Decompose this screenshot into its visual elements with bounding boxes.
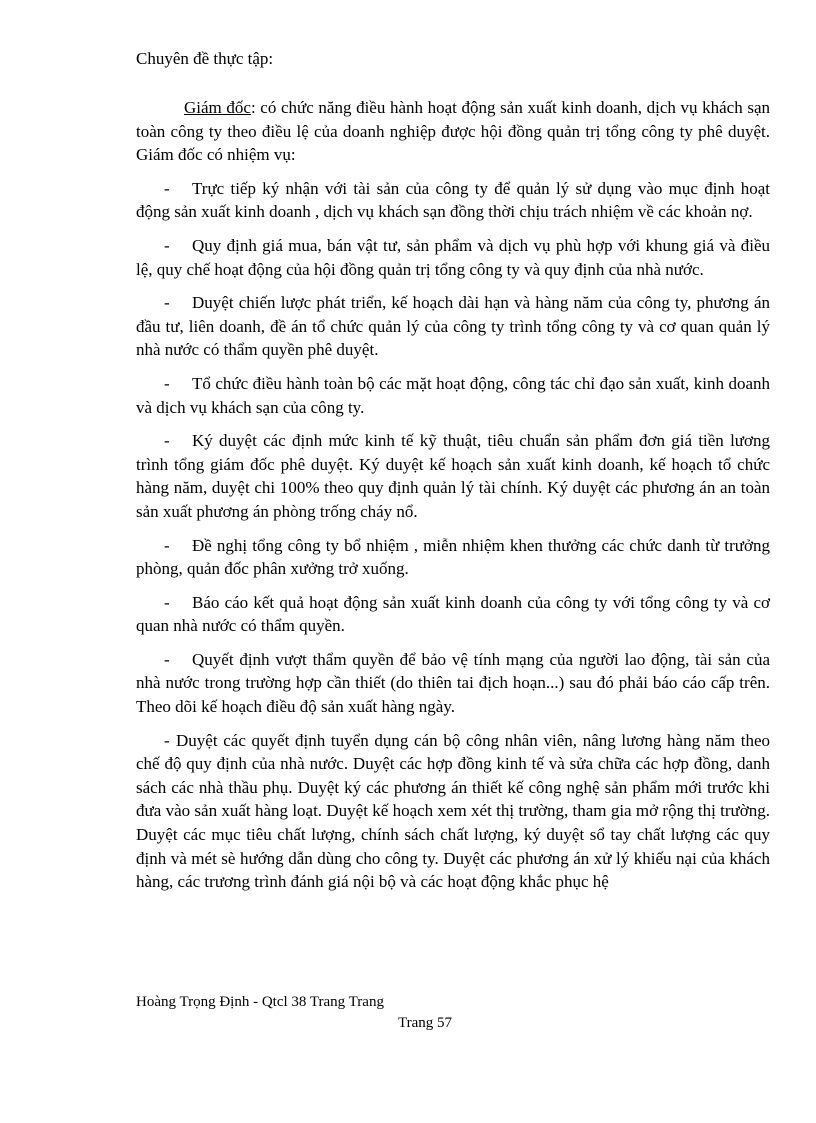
document-body: [136, 96, 770, 904]
intro-term: Giám đốc: [184, 98, 251, 117]
bullet-text: Quy định giá mua, bán vật tư, sản phẩm và dịch vụ phù hợp với khung giá và điều lệ, quy chế hoạt động của hội đồng quản trị tổng công ty và quy định của nhà nước.: [136, 235, 770, 279]
bullet-item: [136, 729, 770, 894]
bullet-item: [136, 591, 770, 638]
bullet-text: Báo cáo kết quả hoạt động sản xuất kinh doanh của công ty với tổng công ty và cơ quan nhà nước có thẩm quyền.: [136, 592, 770, 636]
intro-paragraph: [136, 96, 770, 167]
bullet-dash: -: [164, 293, 170, 313]
bullet-text: Duyệt các quyết định tuyển dụng cán bộ công nhân viên, nâng lương hàng năm theo chế độ quy định của nhà nước. Duyệt các hợp đồng kinh tế và sửa chữa các hợp đồng, danh sách các nhà thầu phụ. Duyệt ký các phương án thiết kế công nghệ sản phẩm mới trước khi đưa vào sản xuất hàng loạt. Duyệt kế hoạch xem xét thị trường, tham gia mở rộng thị trường. Duyệt các mục tiêu chất lượng, chính sách chất lượng, ký duyệt sổ tay chất lượng các quy định và mét sè hướng dẫn dùng cho công ty. Duyệt các phương án xử lý khiếu nại của khách hàng, các trương trình đánh giá nội bộ và các hoạt động khắc phục hệ: [136, 730, 770, 892]
bullet-dash: -: [164, 373, 170, 393]
bullet-dash: -: [164, 235, 170, 255]
footer-page-number: Trang 57: [398, 1015, 453, 1031]
bullet-text: Quyết định vượt thẩm quyền để bảo vệ tính mạng của người lao động, tài sản của nhà nước trong trường hợp cần thiết (do thiên tai địch hoạn...) sau đó phải báo cáo cấp trên. Theo dõi kế hoạch điều độ sản xuất hàng ngày.: [136, 649, 770, 717]
bullet-dash: -: [164, 730, 170, 750]
bullet-item: [136, 291, 770, 362]
bullet-dash: -: [164, 178, 170, 198]
bullet-dash: -: [164, 535, 170, 555]
bullet-text: Trực tiếp ký nhận với tài sản của công ty để quản lý sử dụng vào mục định hoạt động sản xuất kinh doanh , dịch vụ khách sạn đồng thời chịu trách nhiệm về các khoản nợ.: [136, 178, 770, 222]
bullet-item: [136, 372, 770, 419]
bullet-item: [136, 648, 770, 719]
intro-text: : có chức năng điều hành hoạt động sản xuất kinh doanh, dịch vụ khách sạn toàn công ty theo điều lệ của doanh nghiệp được hội đồng quản trị tổng công ty phê duyệt. Giám đốc có nhiệm vụ:: [136, 98, 770, 165]
bullet-item: [136, 534, 770, 581]
footer-author: Hoàng Trọng Định - Qtcl 38 Trang Trang: [136, 994, 384, 1010]
bullet-text: Duyệt chiến lược phát triển, kế hoạch dài hạn và hàng năm của công ty, phương án đầu tư, liên doanh, đề án tổ chức quản lý của công ty trình tổng công ty và cơ quan quản lý nhà nước có thẩm quyền phê duyệt.: [136, 293, 770, 360]
bullet-text: Tổ chức điều hành toàn bộ các mặt hoạt động, công tác chỉ đạo sản xuất, kinh doanh và dịch vụ khách sạn của công ty.: [136, 373, 770, 417]
bullet-dash: -: [164, 649, 170, 669]
bullet-dash: -: [164, 431, 170, 451]
bullet-text: Đề nghị tổng công ty bổ nhiệm , miễn nhiệm khen thưởng các chức danh từ trưởng phòng, quản đốc phân xưởng trở xuống.: [136, 535, 770, 579]
bullet-item: [136, 177, 770, 224]
page-header-label: Chuyên đề thực tập:: [136, 49, 274, 68]
bullet-item: [136, 429, 770, 523]
bullet-text: Ký duyệt các định mức kinh tế kỹ thuật, tiêu chuẩn sản phẩm đơn giá tiền lương trình tổng giám đốc phê duyệt. Ký duyệt kế hoạch sản xuất kinh doanh, kế hoạch tổ chức hàng năm, duyệt chi 100% theo quy định quản lý tài chính. Ký duyệt các phương án an toàn sản xuất phương án phòng trống cháy nổ.: [136, 431, 770, 521]
bullet-item: [136, 234, 770, 281]
bullet-dash: -: [164, 592, 170, 612]
